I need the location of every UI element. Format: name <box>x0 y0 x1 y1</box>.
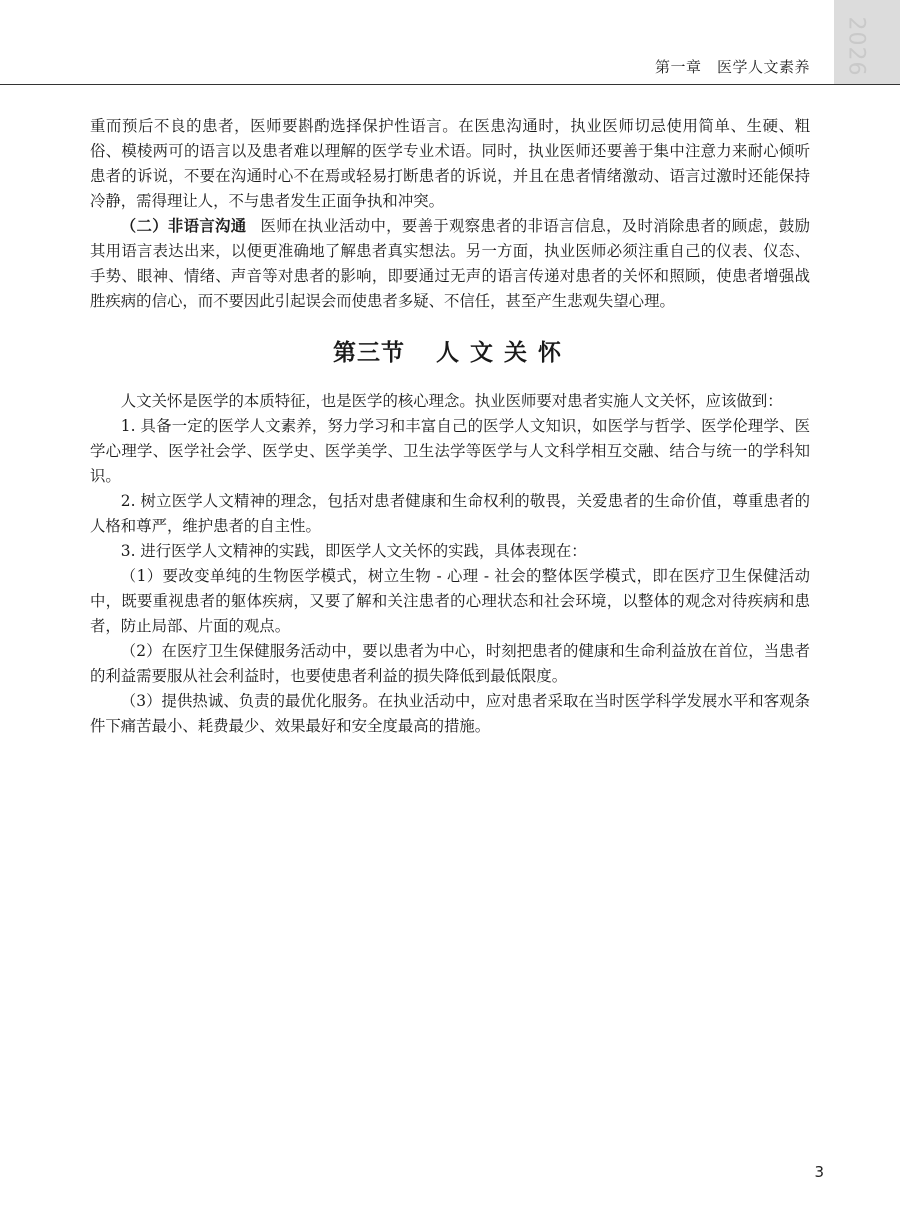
paragraph-text: 医师在执业活动中，要善于观察患者的非语言信息，及时消除患者的顾虑，鼓励其用语言表达出来，以便更准确地了解患者真实想法。另一方面，执业医师必须注重自己的仪表、仪态、手势、眼神、情绪、声音等对患者的影响，即要通过无声的语言传递对患者的关怀和照顾，使患者增强战胜疾病的信心，而不要因此引起误会而使患者多疑、不信任，甚至产生悲观失望心理。 <box>90 217 810 310</box>
section-title <box>90 334 810 367</box>
page-number: 3 <box>814 1163 824 1181</box>
corner-year-watermark: 2026 <box>843 16 869 77</box>
paragraph-nonverbal <box>90 214 810 314</box>
sub-list-item: （3）提供热诚、负责的最优化服务。在执业活动中，应对患者采取在当时医学科学发展水平和客观条件下痛苦最小、耗费最少、效果最好和安全度最高的措施。 <box>90 692 810 735</box>
section-title-char: 人 <box>436 340 460 366</box>
list-item: 2. 树立医学人文精神的理念，包括对患者健康和生命权利的敬畏，关爱患者的生命价值，尊重患者的人格和尊严，维护患者的自主性。 <box>90 492 810 535</box>
paragraph: 重而预后不良的患者，医师要斟酌选择保护性语言。在医患沟通时，执业医师切忌使用简单、生硬、粗俗、模棱两可的语言以及患者难以理解的医学专业术语。同时，执业医师还要善于集中注意力来耐心倾听患者的诉说，不要在沟通时心不在焉或轻易打断患者的诉说，并且在患者情绪激动、语言过激时还能保持冷静，需得理让人，不与患者发生正面争执和冲突。 <box>90 117 810 210</box>
page-body <box>90 114 810 739</box>
paragraph: 人文关怀是医学的本质特征，也是医学的核心理念。执业医师要对患者实施人文关怀，应该做到： <box>120 392 783 410</box>
list-item: 1. 具备一定的医学人文素养，努力学习和丰富自己的医学人文知识，如医学与哲学、医学伦理学、医学心理学、医学社会学、医学史、医学美学、卫生法学等医学与人文科学相互交融、结合与统一的学科知识。 <box>90 417 810 485</box>
subheading-nonverbal: （二）非语言沟通 <box>120 217 247 235</box>
sub-list-item: （2）在医疗卫生保健服务活动中，要以患者为中心，时刻把患者的健康和生命利益放在首位，当患者的利益需要服从社会利益时，也要使患者利益的损失降低到最低限度。 <box>90 642 810 685</box>
header-rule <box>0 84 900 85</box>
section-title-char: 关 <box>504 340 528 366</box>
section-title-char: 怀 <box>538 340 562 366</box>
section-number: 第三节 <box>333 340 405 366</box>
sub-list-item: （1）要改变单纯的生物医学模式，树立生物 - 心理 - 社会的整体医学模式，即在医疗卫生保健活动中，既要重视患者的躯体疾病，又要了解和关注患者的心理状态和社会环境，以整体的观念对待疾病和患者，防止局部、片面的观点。 <box>90 567 810 635</box>
list-item: 3. 进行医学人文精神的实践，即医学人文关怀的实践，具体表现在： <box>120 542 587 560</box>
section-title-char: 文 <box>470 340 494 366</box>
running-header: 第一章 医学人文素养 <box>654 58 810 76</box>
